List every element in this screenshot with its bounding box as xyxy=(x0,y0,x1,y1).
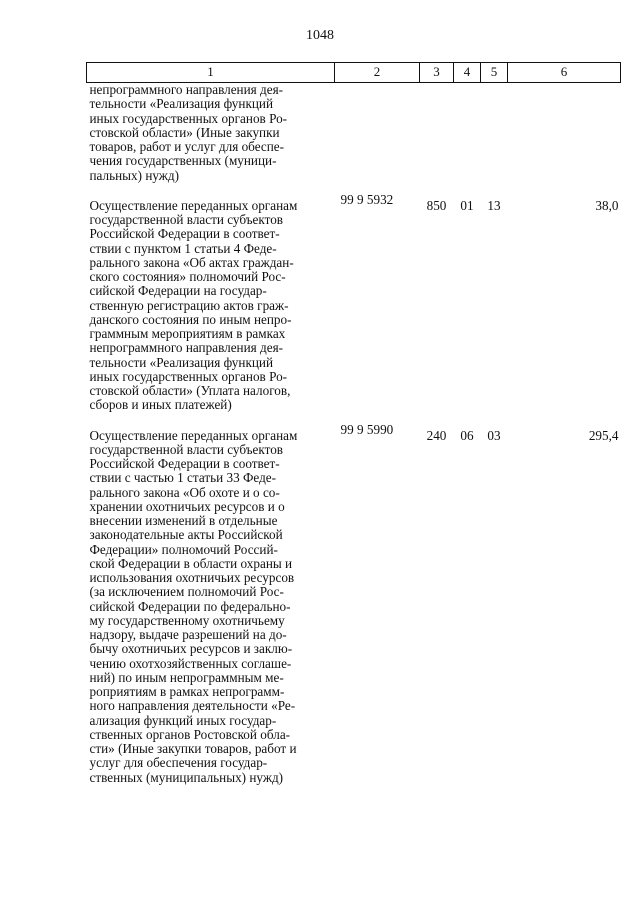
row-section xyxy=(454,83,481,193)
row-expense-type xyxy=(420,83,454,193)
description-line: государственной власти субъектов xyxy=(89,212,284,227)
description-line: ского состояния» полномочий Рос- xyxy=(89,269,286,284)
description-line: стовской области» (Уплата налогов, xyxy=(89,383,291,398)
description-line: использования охотничьих ресурсов xyxy=(89,570,295,585)
header-col-6: 6 xyxy=(508,63,621,83)
row-description xyxy=(87,83,335,193)
row-section: 06 xyxy=(460,427,474,443)
description-line: Осуществление переданных органам xyxy=(89,427,298,443)
description-line: роприятиям в рамках непрограмм- xyxy=(89,684,285,699)
header-col-3: 3 xyxy=(420,63,454,83)
description-line: Осуществление переданных органам xyxy=(89,197,298,213)
description-line: сборов и иных платежей) xyxy=(89,397,232,413)
description-line: тельности «Реализация функций xyxy=(89,354,274,370)
description-line: товаров, работ и услуг для обеспе- xyxy=(89,139,285,154)
description-line: данского состояния по иным непро- xyxy=(89,311,292,327)
description-line: чения государственных (муници- xyxy=(89,153,277,169)
row-amount: 38,0 xyxy=(595,197,619,213)
table-body xyxy=(87,83,621,795)
header-col-2: 2 xyxy=(335,63,420,83)
description-line: Российской Федерации в соответ- xyxy=(89,456,280,471)
description-line: ственную регистрацию актов граж- xyxy=(89,297,289,313)
description-line: государственной власти субъектов xyxy=(89,441,284,457)
description-line: рального закона «Об актах граждан- xyxy=(89,254,294,270)
row-code xyxy=(335,83,420,193)
description-line: иных государственных органов Ро- xyxy=(89,368,288,384)
description-line: (за исключением полномочий Рос- xyxy=(89,584,284,600)
table-row xyxy=(87,423,621,795)
description-line: законодательные акты Российской xyxy=(89,527,283,543)
row-amount xyxy=(508,83,621,193)
description-line: услуг для обеспечения государ- xyxy=(89,755,268,771)
header-col-5: 5 xyxy=(481,63,508,83)
row-subsection xyxy=(481,83,508,193)
description-line: пальных) нужд) xyxy=(89,167,180,183)
description-line: иных государственных органов Ро- xyxy=(89,110,288,126)
description-line: сти» (Иные закупки товаров, работ и xyxy=(89,741,297,756)
row-code: 99 9 5932 xyxy=(340,191,394,207)
description-line: тельности «Реализация функций xyxy=(89,96,274,112)
description-line: непрограммного направления дея- xyxy=(89,340,284,356)
description-line: граммным мероприятиям в рамках xyxy=(89,326,286,341)
description-line: сийской Федерации по федерально- xyxy=(89,598,291,614)
description-line: непрограммного направления дея- xyxy=(89,82,284,97)
header-col-1: 1 xyxy=(87,63,335,83)
row-expense-type: 850 xyxy=(426,197,447,213)
description-line: хранении охотничьих ресурсов и о xyxy=(89,498,285,514)
header-row xyxy=(87,63,621,83)
description-line: Российской Федерации в соответ- xyxy=(89,226,280,242)
row-section: 01 xyxy=(460,197,474,213)
description-line: стовской области» (Иные закупки xyxy=(89,124,280,140)
description-line: Федерации» полномочий Россий- xyxy=(89,541,278,557)
description-line: внесении изменений в отдельные xyxy=(89,513,278,528)
row-description xyxy=(87,193,335,423)
description-line: му государственному охотничьему xyxy=(89,612,285,628)
description-line: ственных органов Ростовской обла- xyxy=(89,726,291,742)
table-row xyxy=(87,83,621,193)
row-subsection: 03 xyxy=(487,427,501,443)
description-line: сийской Федерации на государ- xyxy=(89,283,267,299)
row-subsection: 13 xyxy=(487,197,501,213)
description-line: надзору, выдаче разрешений на до- xyxy=(89,627,287,642)
row-description xyxy=(87,423,335,795)
description-line: ской Федерации в области охраны и xyxy=(89,555,293,571)
header-col-4: 4 xyxy=(454,63,481,83)
row-expense-type: 240 xyxy=(426,427,447,443)
description-line: бычу охотничьих ресурсов и заклю- xyxy=(89,641,293,657)
description-line: ного направления деятельности «Ре- xyxy=(89,698,296,714)
table-row xyxy=(87,193,621,423)
description-line: ствии с частью 1 статьи 33 Феде- xyxy=(89,470,277,486)
page-number: 1048 xyxy=(306,28,334,43)
budget-table xyxy=(86,62,621,795)
row-amount: 295,4 xyxy=(588,427,619,443)
row-code: 99 9 5990 xyxy=(340,421,394,437)
description-line: ализация функций иных государ- xyxy=(89,712,277,728)
description-line: чению охотхозяйственных соглаше- xyxy=(89,655,292,671)
description-line: ственных (муниципальных) нужд) xyxy=(89,769,284,785)
description-line: ствии с пунктом 1 статьи 4 Феде- xyxy=(89,240,277,256)
description-line: рального закона «Об охоте и о со- xyxy=(89,484,280,500)
description-line: ний) по иным непрограммным ме- xyxy=(89,669,284,685)
